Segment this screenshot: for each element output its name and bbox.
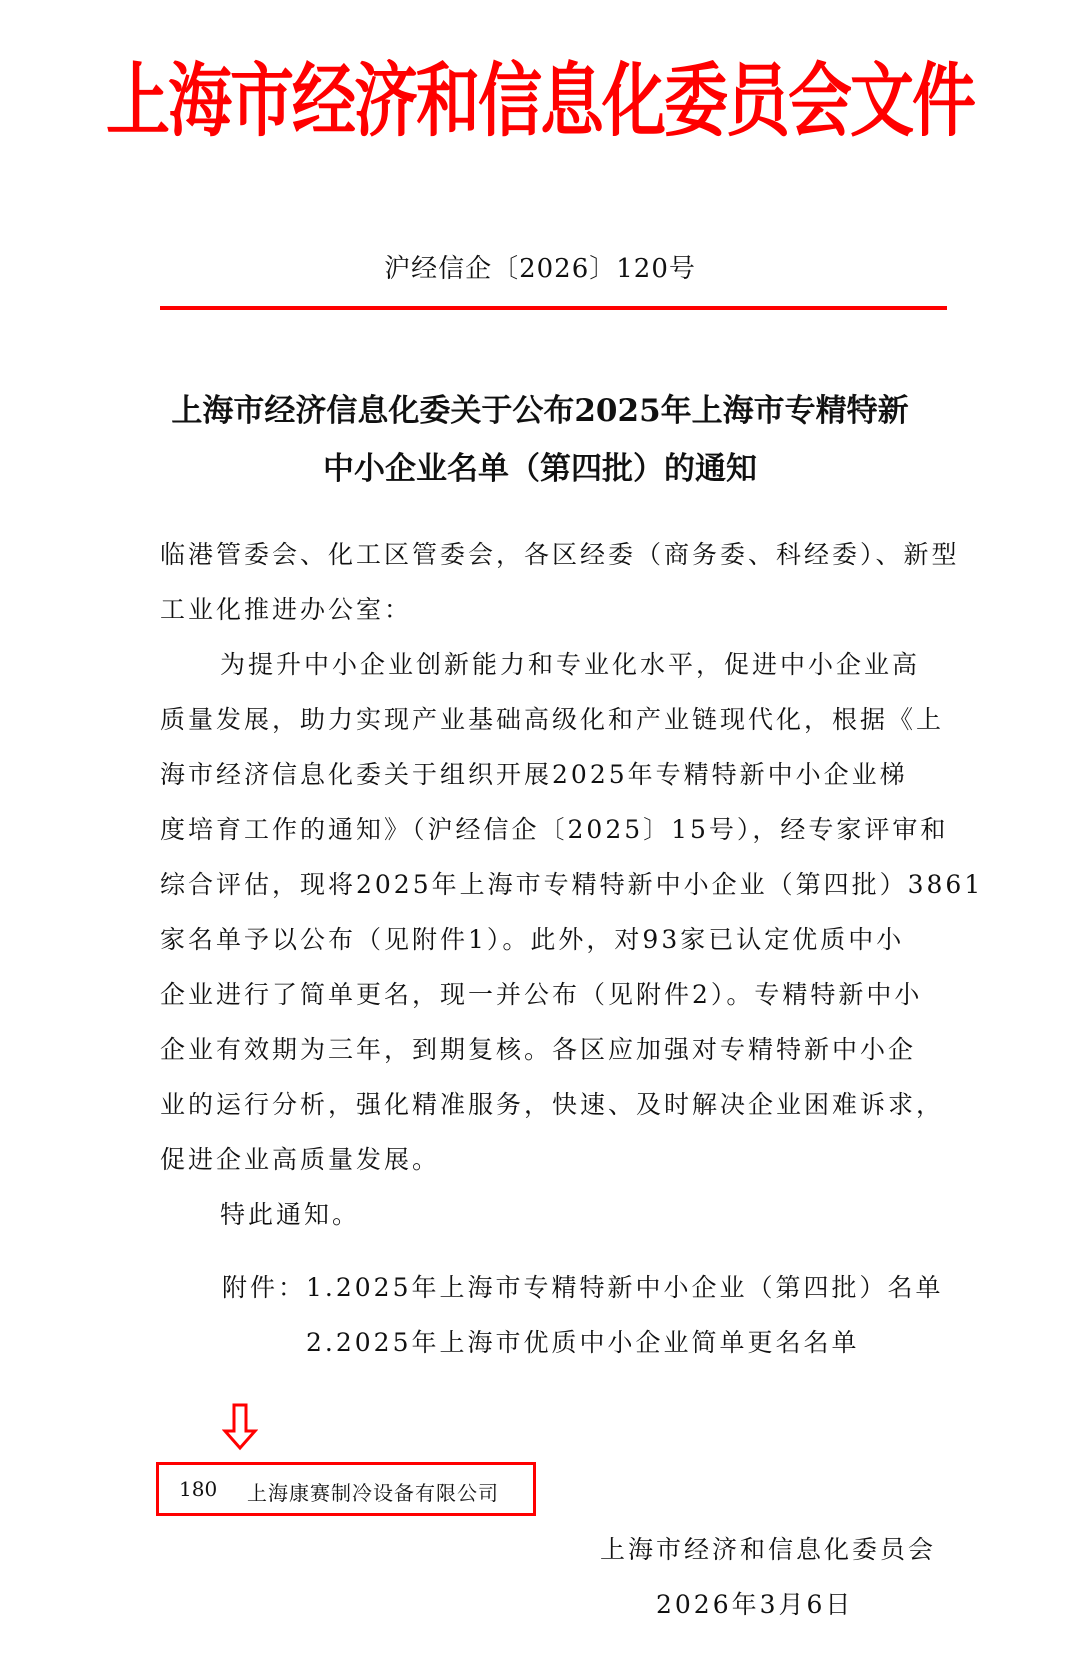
- signature-date: 2026年3月6日: [656, 1590, 854, 1619]
- body-line: 促进企业高质量发展。: [160, 1145, 441, 1174]
- body-line: 度培育工作的通知》（沪经信企〔2025〕15号），经专家评审和: [160, 815, 949, 844]
- body-line: 家名单予以公布（见附件1）。此外，对93家已认定优质中小: [160, 925, 905, 954]
- body-line: 业的运行分析，强化精准服务，快速、及时解决企业困难诉求，: [160, 1090, 945, 1119]
- body-line: 综合评估，现将2025年上海市专精特新中小企业（第四批）3861: [160, 870, 984, 899]
- recipient-line-1: 临港管委会、化工区管委会，各区经委（商务委、科经委）、新型: [160, 540, 960, 569]
- attachment-item-1: 1.2025年上海市专精特新中小企业（第四批）名单: [306, 1273, 944, 1302]
- body-line: 企业进行了简单更名，现一并公布（见附件2）。专精特新中小: [160, 980, 923, 1009]
- highlighted-entry: [156, 1462, 536, 1516]
- body-line: 质量发展，助力实现产业基础高级化和产业链现代化，根据《上: [160, 705, 945, 734]
- recipient-line-2: 工业化推进办公室：: [160, 595, 413, 624]
- attachments-label: 附件：: [222, 1273, 307, 1302]
- down-arrow-icon: [222, 1403, 258, 1451]
- body-line: 企业有效期为三年，到期复核。各区应加强对专精特新中小企: [160, 1035, 917, 1064]
- attachment-item-2: 2.2025年上海市优质中小企业简单更名名单: [306, 1328, 860, 1357]
- entry-number: 180: [179, 1477, 218, 1501]
- body-line: 海市经济信息化委关于组织开展2025年专精特新中小企业梯: [160, 760, 908, 789]
- body-line: 为提升中小企业创新能力和专业化水平，促进中小企业高: [220, 650, 921, 679]
- title-line-1: 上海市经济信息化委关于公布2025年上海市专精特新: [171, 393, 909, 429]
- masthead: 上海市经济和信息化委员会文件: [106, 54, 974, 149]
- body-text: [160, 527, 984, 1242]
- company-name: 上海康赛制冷设备有限公司: [247, 1481, 499, 1505]
- title-line-2: 中小企业名单（第四批）的通知: [323, 451, 757, 487]
- red-divider: [160, 306, 947, 310]
- closing-line: 特此通知。: [220, 1200, 361, 1229]
- document-number: 沪经信企〔2026〕120号: [384, 254, 696, 284]
- signature-organization: 上海市经济和信息化委员会: [600, 1535, 937, 1564]
